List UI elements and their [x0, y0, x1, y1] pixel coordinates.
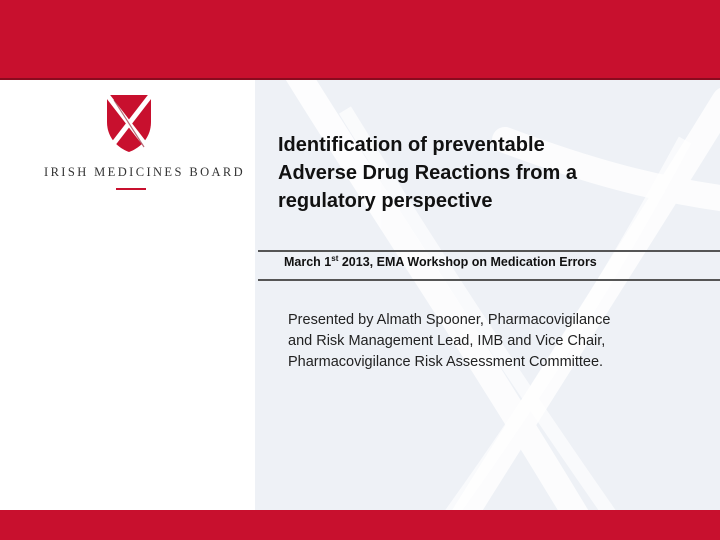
- logo-underline: [116, 188, 146, 190]
- presenter-line: Pharmacovigilance Risk Assessment Committee.: [288, 354, 604, 370]
- organisation-name: IRISH MEDICINES BOARD: [44, 165, 246, 179]
- presenter-line: Presented by Almath Spooner, Pharmacovigilance: [288, 312, 611, 328]
- event-details: [284, 255, 714, 269]
- title-line: Identification of preventable: [278, 134, 545, 156]
- presenter-line: and Risk Management Lead, IMB and Vice Chair,: [288, 333, 606, 349]
- presentation-title: [278, 131, 708, 215]
- top-red-banner: [0, 0, 720, 78]
- date-ordinal: st: [331, 254, 339, 263]
- event-name: 2013, EMA Workshop on Medication Errors: [338, 255, 597, 269]
- divider-top: [258, 250, 720, 252]
- presenter-info: [288, 310, 708, 373]
- irish-cross-shield-icon: [104, 92, 154, 154]
- bottom-red-banner: [0, 510, 720, 540]
- title-line: regulatory perspective: [278, 190, 493, 212]
- event-date: March 1: [284, 255, 332, 269]
- divider-bottom: [258, 279, 720, 281]
- title-line: Adverse Drug Reactions from a: [278, 162, 577, 184]
